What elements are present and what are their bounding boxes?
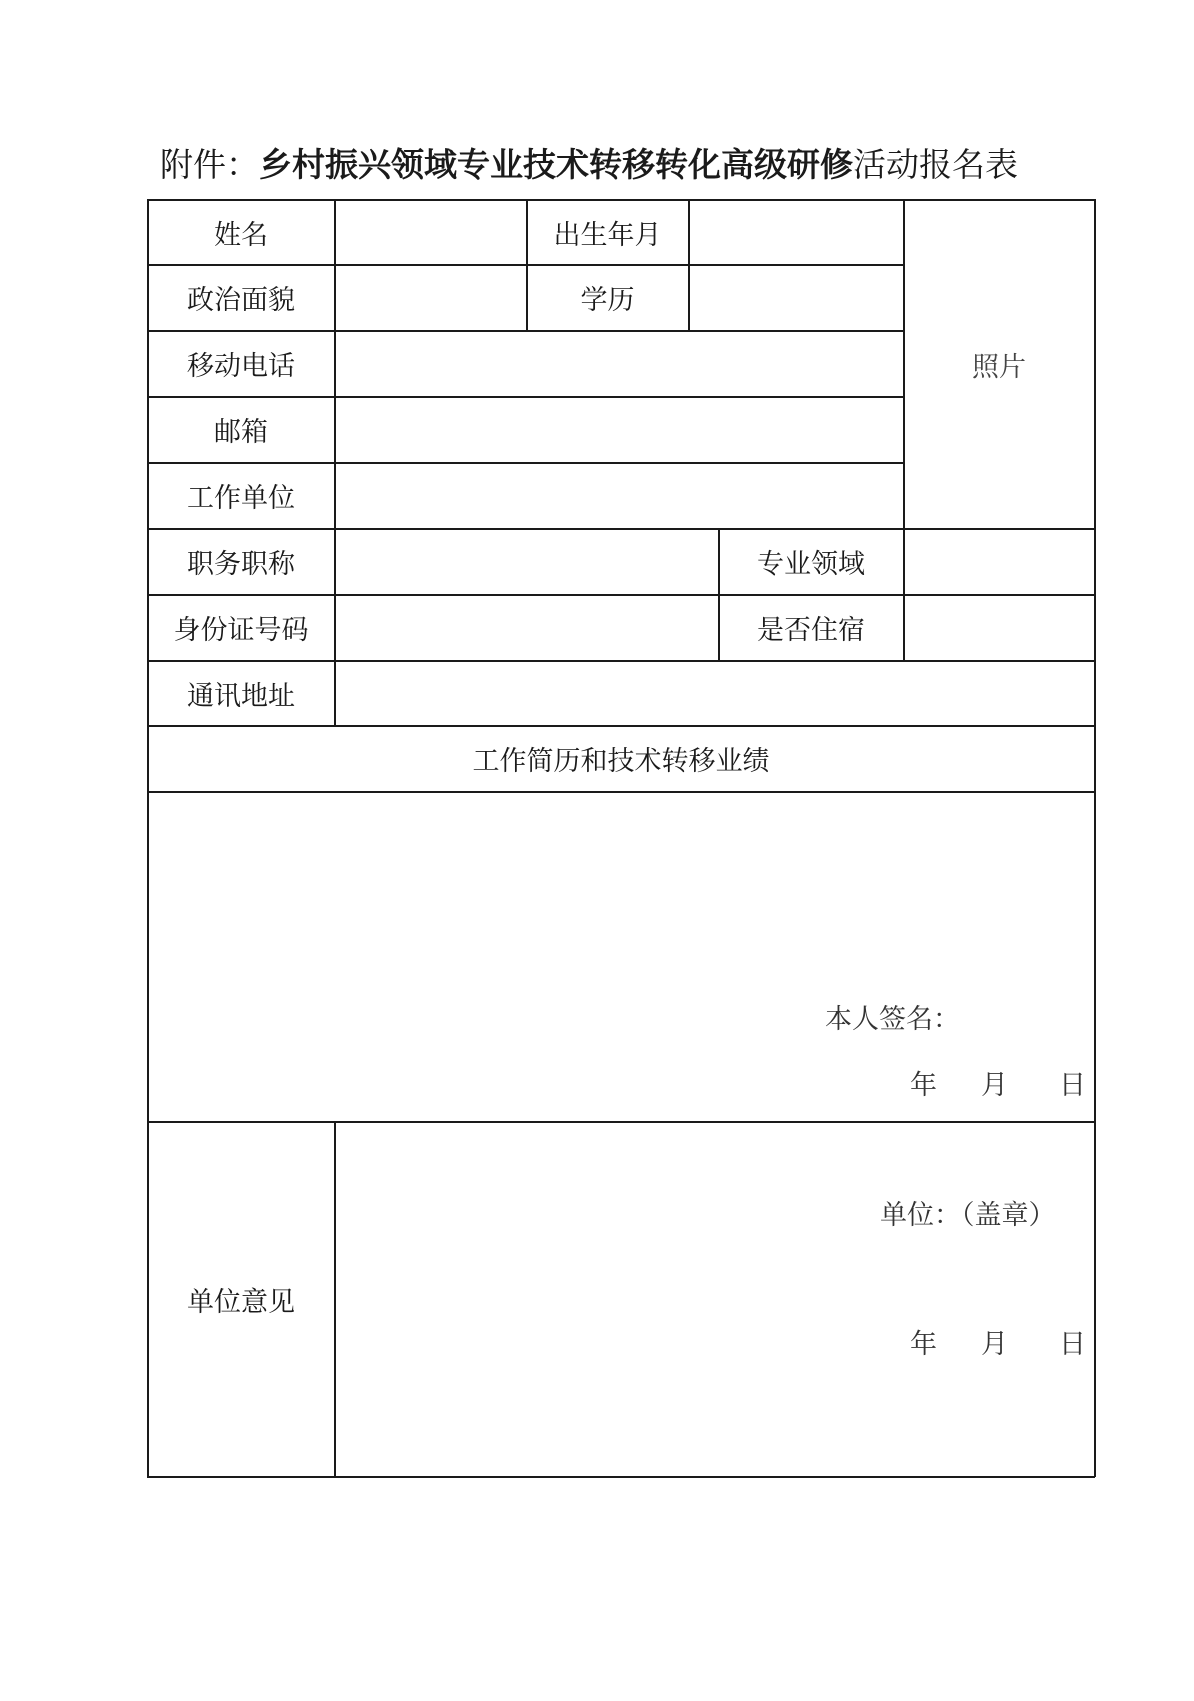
education-label: 学历: [580, 285, 635, 316]
email-label: 邮箱: [214, 417, 268, 448]
unit-opinion-label: 单位意见: [187, 1286, 295, 1318]
date-year: 年: [910, 1070, 937, 1101]
resume-section-header: 工作简历和技术转移业绩: [472, 746, 770, 777]
title-suffix: 活动报名表: [853, 145, 1018, 184]
title-prefix: 附件：: [160, 145, 259, 184]
date-year: 年: [910, 1329, 937, 1360]
col-divider: [334, 1121, 336, 1477]
birth-date-label: 出生年月: [553, 219, 662, 251]
unit-stamp-label: 单位：（盖章）: [880, 1200, 1056, 1231]
date-month: 月: [981, 1070, 1008, 1101]
signature-date: [910, 1063, 1086, 1102]
date-day: 日: [1059, 1070, 1086, 1101]
date-month: 月: [981, 1329, 1008, 1360]
unit-date: [910, 1322, 1086, 1361]
position-title-label: 职务职称: [187, 549, 295, 580]
table-border-right: [1094, 199, 1096, 1477]
address-label: 通讯地址: [187, 680, 295, 712]
photo-label: 照片: [972, 351, 1026, 383]
col-divider: [688, 199, 690, 331]
professional-field-label: 专业领域: [757, 549, 865, 580]
date-day: 日: [1059, 1329, 1086, 1360]
title-main: 乡村振兴领域专业技术转移转化高级研修: [259, 145, 853, 184]
row-divider: [147, 791, 1095, 793]
lodging-label: 是否住宿: [757, 615, 865, 646]
name-label: 姓名: [214, 219, 268, 251]
signature-label: 本人签名：: [825, 1004, 960, 1035]
table-border-bottom: [147, 1476, 1095, 1478]
employer-label: 工作单位: [187, 483, 295, 514]
col-divider: [334, 199, 336, 726]
mobile-phone-label: 移动电话: [187, 351, 295, 382]
id-number-label: 身份证号码: [173, 615, 309, 646]
political-status-label: 政治面貌: [187, 285, 295, 316]
